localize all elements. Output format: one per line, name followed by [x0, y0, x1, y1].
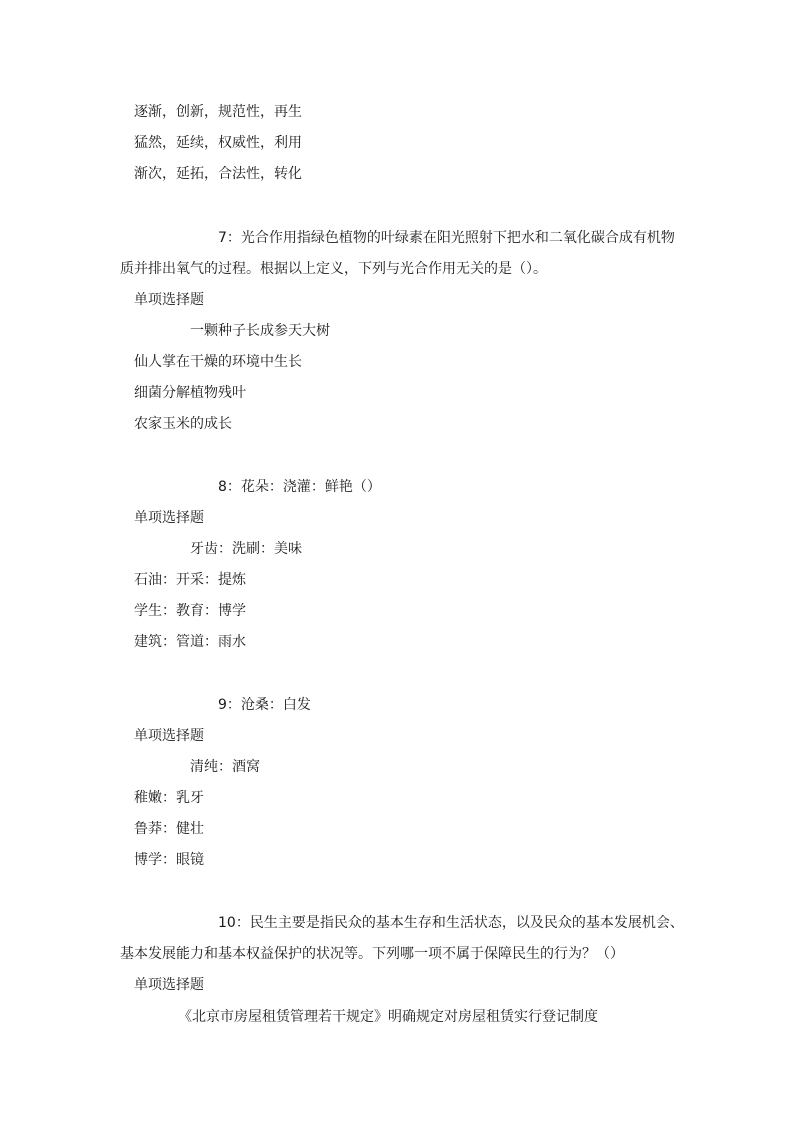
q9-option-c: 鲁莽：健壮	[134, 821, 204, 837]
q9-option-d: 博学：眼镜	[134, 852, 204, 868]
q7-option-d: 农家玉米的成长	[134, 416, 232, 432]
prev-option-c: 渐次，延拓，合法性，转化	[134, 166, 302, 182]
q7-option-c: 细菌分解植物残叶	[134, 385, 246, 401]
q10-stem-line1: 10：民生主要是指民众的基本生存和生活状态，以及民众的基本发展机会、	[218, 915, 684, 931]
q8-option-c: 学生：教育：博学	[134, 603, 246, 619]
q9-type: 单项选择题	[134, 728, 204, 744]
q9-option-a: 清纯：酒窝	[190, 759, 260, 775]
prev-option-b: 猛然，延续，权威性，利用	[134, 135, 302, 151]
q8-type: 单项选择题	[134, 510, 204, 526]
q9-stem: 9：沧桑：白发	[218, 697, 311, 713]
q10-stem-line2: 基本发展能力和基本权益保护的状况等。下列哪一项不属于保障民生的行为？（）	[120, 946, 624, 962]
q10-type: 单项选择题	[134, 977, 204, 993]
q7-stem-line1: 7：光合作用指绿色植物的叶绿素在阳光照射下把水和二氧化碳合成有机物	[218, 230, 675, 246]
q7-option-a: 一颗种子长成参天大树	[190, 323, 330, 339]
q8-option-b: 石油：开采：提炼	[134, 572, 246, 588]
q8-option-a: 牙齿：洗刷：美味	[190, 541, 302, 557]
q7-option-b: 仙人掌在干燥的环境中生长	[134, 354, 302, 370]
prev-option-a: 逐渐，创新，规范性，再生	[134, 104, 302, 120]
q8-stem: 8：花朵：浇灌：鲜艳（）	[218, 479, 381, 495]
q10-option-a: 《北京市房屋租赁管理若干规定》明确规定对房屋租赁实行登记制度	[178, 1009, 598, 1025]
q7-type: 单项选择题	[134, 292, 204, 308]
q8-option-d: 建筑：管道：雨水	[134, 634, 246, 650]
q9-option-b: 稚嫩：乳牙	[134, 790, 204, 806]
q7-stem-line2: 质并排出氧气的过程。根据以上定义，下列与光合作用无关的是（）。	[120, 261, 547, 277]
